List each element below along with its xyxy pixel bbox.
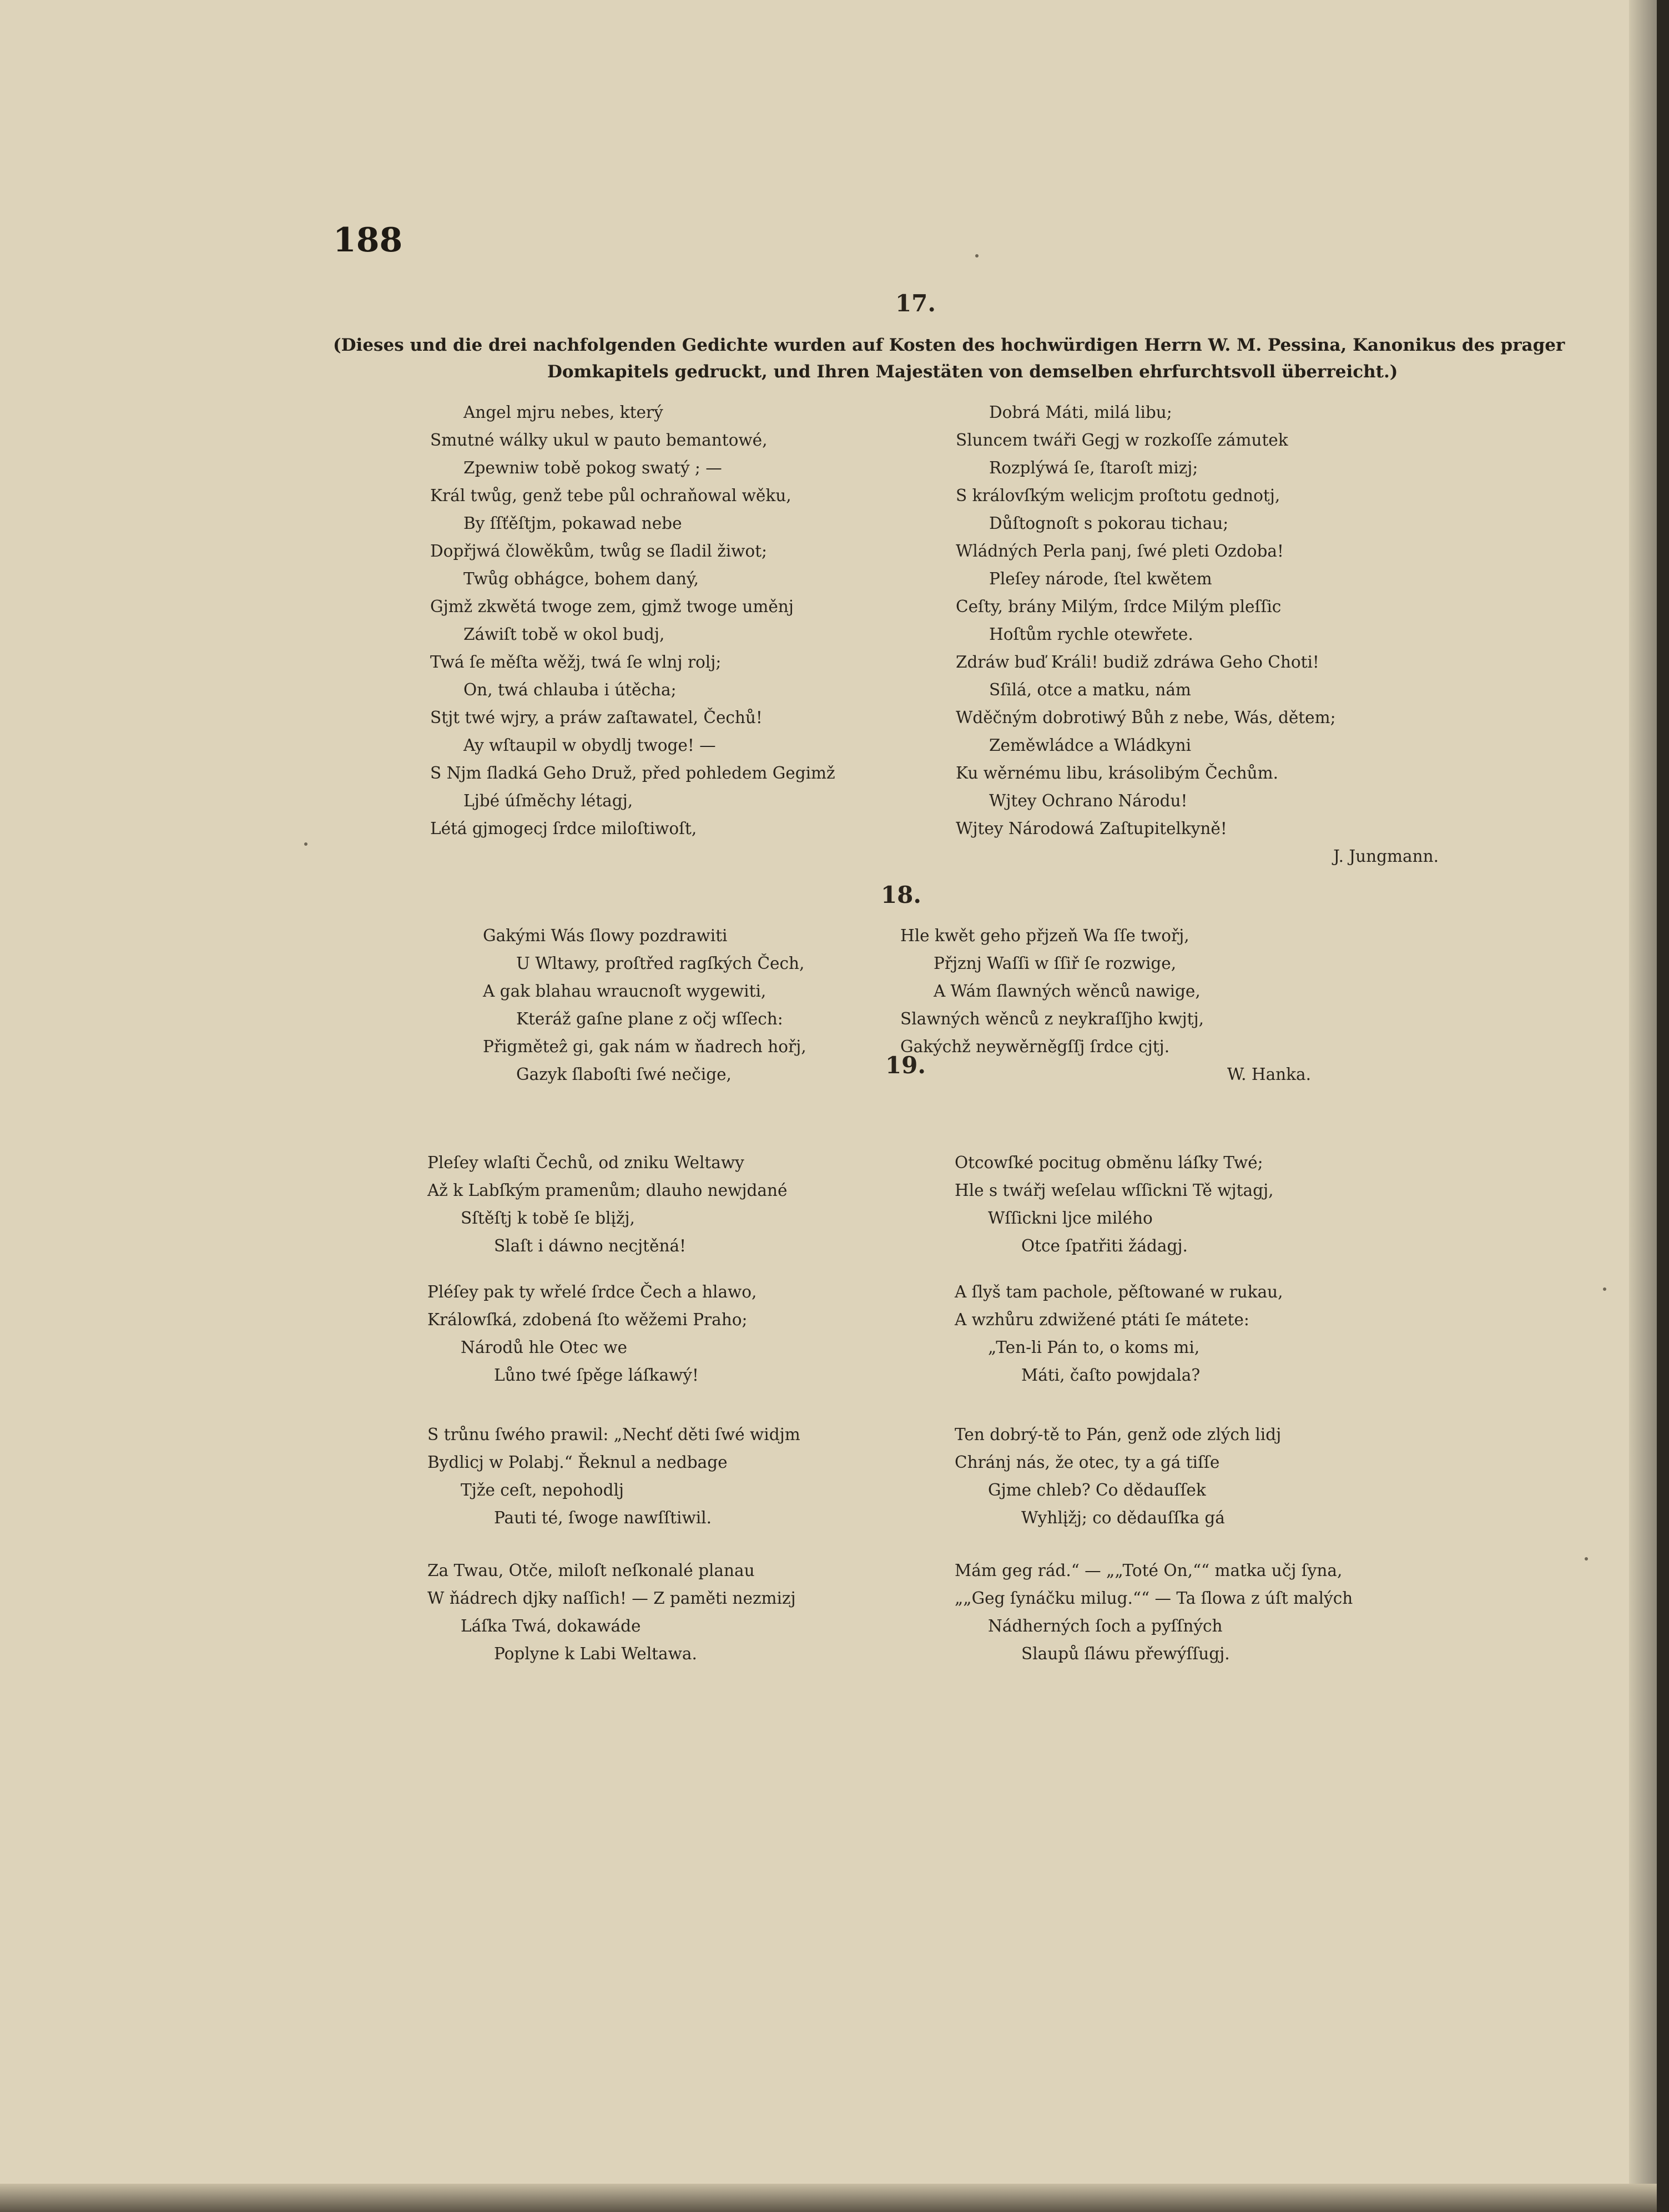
poem-19-stanza-1-right [955,1149,1274,1260]
verse-line: Ku wěrnému libu, krásolibým Čechům. [956,764,1279,782]
verse-line: By ſſťěſtjm, pokawad nebe [463,514,682,533]
verse-line: Dopřjwá člowěkům, twůg se ſladil žiwot; [430,542,767,560]
poem-number-17: 17. [895,290,936,317]
poem-note-line-2: Domkapitels gedruckt, und Ihren Majestäten von demselben ehrfurchtsvoll überreicht.) [547,362,1398,382]
verse-line: U Wltawy, proſtřed ragſkých Čech, [516,954,805,973]
verse-line: Smutné wálky ukul w pauto bemantowé, [430,431,768,450]
verse-line: A ſlyš tam pachole, pěſtowané w rukau, [955,1282,1283,1301]
verse-line: Wjtey Ochrano Národu! [989,791,1188,810]
verse-line: Létá gjmogecj ſrdce miloſtiwoſt, [430,819,697,838]
verse-line: A Wám ſlawných wěnců nawige, [934,982,1201,1001]
verse-line: Ljbé úſměchy létagj, [463,791,633,810]
verse-line: Gakými Wás ſlowy pozdrawiti [483,926,728,945]
poem-19-stanza-2-left [427,1278,757,1389]
verse-line: Mám geg rád.“ — „„Toté On,““ matka učj ſyna, [955,1561,1343,1580]
verse-line: Král twůg, genž tebe půl ochraňowal wěku, [430,486,791,505]
verse-line: Angel mjru nebes, který [463,403,663,422]
verse-line: Bydlicj w Polabj.“ Řeknul a nedbage [427,1453,728,1472]
verse-line: Hle s twářj weſelau wſſickni Tě wjtagj, [955,1181,1274,1200]
verse-line: Gazyk ſlaboſti ſwé nečige, [516,1065,732,1084]
verse-line: A gak blahau wraucnoſt wygewiti, [483,982,767,1001]
verse-line: Až k Labſkým pramenům; dlauho newjdané [427,1181,788,1200]
poem-17-right-column [956,398,1439,870]
verse-line: Wſſickni ljce milého [988,1209,1153,1228]
verse-line: Hle kwět geho přjzeň Wa ſſe twořj, [900,926,1189,945]
poem-number-19: 19. [885,1052,926,1079]
verse-line: Slaſt i dáwno necjtěná! [494,1236,686,1255]
verse-line: Wládných Perla panj, ſwé pleti Ozdoba! [956,542,1284,560]
verse-line: Kteráž gaſne plane z očj wſſech: [516,1009,783,1028]
poem-number-18: 18. [880,881,922,908]
scan-speck [1585,1557,1588,1560]
poem-19-stanza-3-right [955,1421,1281,1532]
verse-line: Máti, čaſto powjdala? [1021,1366,1201,1385]
verse-line: W ňádrech djky naſſich! — Z paměti nezmizj [427,1589,796,1608]
verse-line: Záwiſt tobě w okol budj, [463,625,665,644]
verse-line: Ay wſtaupil w obydlj twoge! — [463,736,716,755]
verse-line: Chránj nás, že otec, ty a gá tiſſe [955,1453,1220,1472]
verse-line: Králowſká, zdobená ſto wěžemi Praho; [427,1310,748,1329]
verse-line: Wyhlįžj; co dědauſſka gá [1021,1508,1225,1527]
verse-line: Pleſey wlaſti Čechů, od zniku Weltawy [427,1153,744,1172]
verse-line: Gakýchž neywěrněgſſj ſrdce cjtj. [900,1037,1170,1056]
verse-line: Gjme chleb? Co dědauſſek [988,1481,1206,1499]
verse-line: Twůg obhágce, bohem daný, [463,569,699,588]
verse-line: Ten dobrý-tě to Pán, genž ode zlých lidj [955,1425,1282,1444]
verse-line: Pauti té, ſwoge nawſſtiwil. [494,1508,712,1527]
verse-line: S trůnu ſwého prawil: „Nechť děti ſwé widjm [427,1425,800,1444]
verse-line: Otcowſké pocitug obměnu láſky Twé; [955,1153,1263,1172]
verse-line: Lůno twé ſpěge láſkawý! [494,1366,699,1385]
verse-line: Stjt twé wjry, a práw zaſtawatel, Čechů! [430,708,763,727]
verse-line: Nádherných ſoch a pyſſných [988,1617,1223,1635]
verse-line: Otce ſpatřiti žádagj. [1021,1236,1188,1255]
verse-line: Slawných wěnců z neykraſſjho kwjtj, [900,1009,1204,1028]
poem-17-left-column [430,398,835,842]
verse-line: Tjže ceſt, nepohodlj [461,1481,624,1499]
verse-line: Zdráw buď Králi! budiž zdráwa Geho Choti! [956,653,1319,671]
verse-line: Poplyne k Labi Weltawa. [494,1644,697,1663]
verse-line: Sluncem twáři Gegj w rozkoſſe zámutek [956,431,1288,450]
verse-line: Důſtognoſt s pokorau tichau; [989,514,1229,533]
scan-speck [304,842,307,846]
scan-speck [1603,1287,1606,1291]
verse-line: Sſilá, otce a matku, nám [989,680,1191,699]
verse-line: „Ten-li Pán to, o koms mi, [988,1338,1200,1357]
scan-speck [975,254,979,257]
poem-19-stanza-4-left [427,1557,796,1668]
verse-line: Slaupů ſláwu přewýſſugj. [1021,1644,1230,1663]
verse-line: Dobrá Máti, milá libu; [989,403,1172,422]
poem-note-line-1: (Dieses und die drei nachfolgenden Gedichte wurden auf Kosten des hochwürdigen Herrn W. M. Pessina, Kanonikus des prager [333,335,1565,355]
verse-line: Pléſey pak ty wřelé ſrdce Čech a hlawo, [427,1282,757,1301]
verse-line: Láſka Twá, dokawáde [461,1617,641,1635]
page-edge-bottom [0,2184,1657,2212]
verse-line: Zeměwládce a Wládkyni [989,736,1192,755]
verse-line: Rozplýwá ſe, ſtaroſt mizj; [989,458,1198,477]
poem-19-stanza-2-right [955,1278,1283,1389]
verse-line: Národů hle Otec we [461,1338,627,1357]
verse-line: Hoſtům rychle otewřete. [989,625,1193,644]
verse-line: Zpewniw tobě pokog swatý ; — [463,458,722,477]
verse-line: Twá ſe měſta wěžj, twá ſe wlnj rolj; [430,653,722,671]
page-edge-right [1629,0,1657,2212]
verse-line: S královſkým welicjm proſtotu gednotj, [956,486,1280,505]
poem-19-stanza-1-left [427,1149,787,1260]
verse-line: Pleſey národe, ſtel kwětem [989,569,1212,588]
verse-line: Sſtěſtj k tobě ſe blįžj, [461,1209,635,1228]
author-signature: J. Jungmann. [1333,847,1439,866]
verse-line: A wzhůru zdwižené ptáti ſe mátete: [955,1310,1249,1329]
verse-line: Wjtey Národowá Zaſtupitelkyně! [956,819,1227,838]
verse-line: S Njm ſladká Geho Druž, před pohledem Gegimž [430,764,835,782]
verse-line: Ceſty, brány Milým, ſrdce Milým pleſſic [956,597,1282,616]
verse-line: On, twá chlauba i útěcha; [463,680,677,699]
author-signature: W. Hanka. [1227,1065,1311,1084]
verse-line: Přigměteẑ gi, gak nám w ňadrech hořj, [483,1037,806,1056]
poem-19-stanza-4-right [955,1557,1353,1668]
verse-line: Gjmž zkwětá twoge zem, gjmž twoge uměnj [430,597,794,616]
verse-line: Přjznj Waſſi w ſſiř ſe rozwige, [934,954,1177,973]
verse-line: „„Geg ſynáčku milug.““ — Ta ſlowa z úſt malých [955,1589,1353,1608]
scan-border-right [1657,0,1669,2212]
poem-19-stanza-3-left [427,1421,800,1532]
page-number: 188 [333,221,403,260]
verse-line: Wděčným dobrotiwý Bůh z nebe, Wás, dětem; [956,708,1336,727]
verse-line: Za Twau, Otče, miloſt neſkonalé planau [427,1561,755,1580]
